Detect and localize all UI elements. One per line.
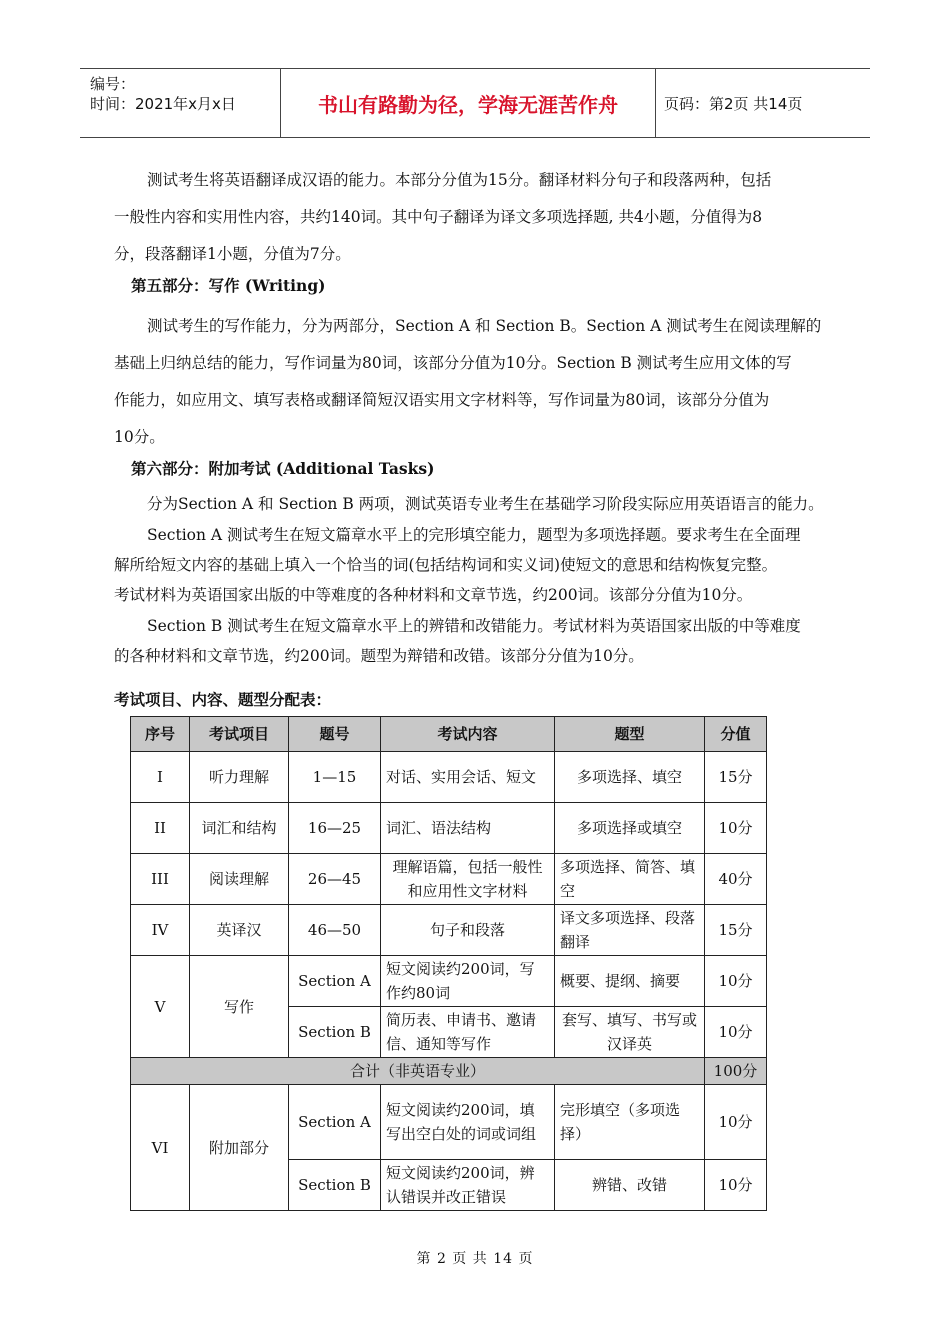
header-cell: 考试内容 [381,717,555,752]
table-cell: Section B [289,1160,381,1211]
text-line: 分，段落翻译1小题，分值为7分。 [114,245,351,263]
table-cell: 16—25 [289,803,381,854]
table-cell: 理解语篇，包括一般性和应用性文字材料 [381,854,555,905]
text-line: 作能力，如应用文、填写表格或翻译简短汉语实用文字材料等，写作词量为80词，该部分分值为 [114,391,770,409]
table-cell: 附加部分 [190,1085,289,1211]
paragraph-translation [114,162,844,273]
table-cell: 10分 [705,1160,767,1211]
table-cell: 简历表、申请书、邀请信、通知等写作 [381,1007,555,1058]
table-cell: 写作 [190,956,289,1058]
text-line: 分为Section A 和 Section B 两项，测试英语专业考生在基础学习阶段实际应用英语语言的能力。 [147,495,824,513]
paragraph-section-b [114,611,844,671]
paragraph-writing [114,308,844,456]
table-cell: 概要、提纲、摘要 [555,956,705,1007]
time-label: 时间：2021年x月x日 [90,95,236,113]
table-cell: 听力理解 [190,752,289,803]
text-line: Section B 测试考生在短文篇章水平上的辨错和改错能力。考试材料为英语国家出版的中等难度 [147,617,801,635]
text-line: 基础上归纳总结的能力，写作词量为80词，该部分分值为10分。Section B 测试考生应用文体的写 [114,354,792,372]
table-cell: 40分 [705,854,767,905]
table-cell: 10分 [705,803,767,854]
section-heading-additional: 第六部分：附加考试 (Additional Tasks) [131,459,435,478]
paragraph-additional [114,489,844,520]
table-cell: 词汇、语法结构 [381,803,555,854]
table-row [131,803,767,854]
table-cell: 46—50 [289,905,381,956]
text-line: 的各种材料和文章节选，约200词。题型为辩错和改错。该部分分值为10分。 [114,647,644,665]
text-line: 测试考生的写作能力，分为两部分，Section A 和 Section B。Section A 测试考生在阅读理解的 [147,317,822,335]
table-cell: II [131,803,190,854]
table-cell: 英译汉 [190,905,289,956]
text-line: 考试材料为英语国家出版的中等难度的各种材料和文章节选，约200词。该部分分值为10分。 [114,586,753,604]
sum-label: 合计（非英语专业） [131,1058,705,1085]
text-line: Section A 测试考生在短文篇章水平上的完形填空能力，题型为多项选择题。要求考生在全面理 [147,526,801,544]
table-cell: 句子和段落 [381,905,555,956]
code-label: 编号： [90,75,136,93]
table-cell: 多项选择、简答、填空 [555,854,705,905]
table-cell: 完形填空（多项选择） [555,1085,705,1160]
exam-table [130,716,767,1211]
table-header-row [131,717,767,752]
table-title: 考试项目、内容、题型分配表： [114,690,332,709]
text-line: 测试考生将英语翻译成汉语的能力。本部分分值为15分。翻译材料分句子和段落两种，包括 [147,171,772,189]
table-cell: 短文阅读约200词，填写出空白处的词或词组 [381,1085,555,1160]
paragraph-section-a [114,520,844,610]
section-heading-writing: 第五部分：写作 (Writing) [131,276,326,295]
header-cell: 考试项目 [190,717,289,752]
page-header [80,68,870,138]
table-cell: Section A [289,956,381,1007]
table-sum-row [131,1058,767,1085]
sum-value: 100分 [705,1058,767,1085]
header-cell: 序号 [131,717,190,752]
text-line: 10分。 [114,428,165,446]
table-cell: 多项选择或填空 [555,803,705,854]
table-cell: III [131,854,190,905]
table-cell: 短文阅读约200词，辨认错误并改正错误 [381,1160,555,1211]
table-cell: VI [131,1085,190,1211]
text-line: 解所给短文内容的基础上填入一个恰当的词(包括结构词和实义词)使短文的意思和结构恢复完整。 [114,556,778,574]
header-cell: 分值 [705,717,767,752]
table-cell: 26—45 [289,854,381,905]
table-cell: I [131,752,190,803]
table-cell: 短文阅读约200词，写作约80词 [381,956,555,1007]
table-cell: 套写、填写、书写或汉译英 [555,1007,705,1058]
table-cell: 10分 [705,1007,767,1058]
table-row [131,854,767,905]
table-cell: 译文多项选择、段落翻译 [555,905,705,956]
table-cell: Section B [289,1007,381,1058]
table-cell: 辨错、改错 [555,1160,705,1211]
table-cell: 10分 [705,1085,767,1160]
table-cell: Section A [289,1085,381,1160]
table-cell: 多项选择、填空 [555,752,705,803]
table-cell: 1—15 [289,752,381,803]
table-cell: 词汇和结构 [190,803,289,854]
table-cell: 对话、实用会话、短文 [381,752,555,803]
table-row [131,752,767,803]
table-cell: IV [131,905,190,956]
header-cell: 题型 [555,717,705,752]
table-cell: 10分 [705,956,767,1007]
header-meta [80,69,280,137]
page-footer: 第 2 页 共 14 页 [416,1251,534,1267]
text-line: 一般性内容和实用性内容，共约140词。其中句子翻译为译文多项选择题, 共4小题，分值得为8 [114,208,763,226]
table-cell: 15分 [705,752,767,803]
header-cell: 题号 [289,717,381,752]
table-cell: 15分 [705,905,767,956]
header-page-info: 页码：第2页 共14页 [664,94,803,113]
table-row [131,905,767,956]
table-cell: 阅读理解 [190,854,289,905]
header-motto: 书山有路勤为径，学海无涯苦作舟 [280,69,656,137]
table-row [131,956,767,1007]
table-row [131,1085,767,1160]
table-cell: V [131,956,190,1058]
